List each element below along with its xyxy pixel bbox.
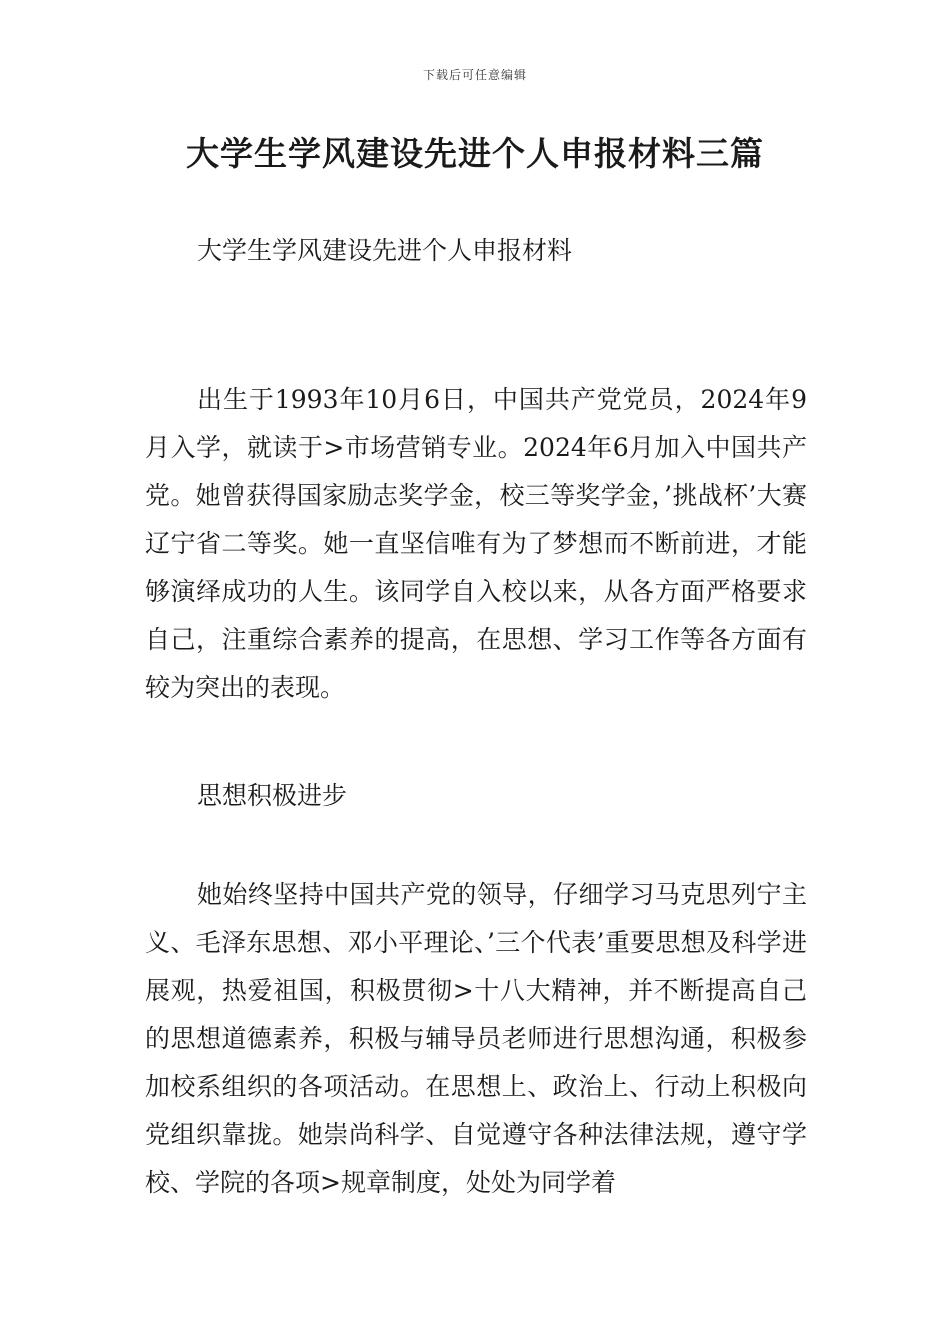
document-title: 大学生学风建设先进个人申报材料三篇 (186, 134, 764, 173)
header-note: 下载后可任意编辑 (422, 68, 527, 82)
paragraph-intro: 出生于1993年10月6日，中国共产党党员，2024年9月入学，就读于>市场营销专业。2024年6月加入中国共产党。她曾获得国家励志奖学金，校三等奖学金，’挑战杯’大赛辽宁省二等奖。她一直坚信唯有为了梦想而不断前进，才能够演绎成功的人生。该同学自入校以来，从各方面严格要求自己，注重综合素养的提高，在思想、学习工作等各方面有较为突出的表现。 (145, 385, 807, 702)
section-heading: 思想积极进步 (197, 781, 348, 810)
subtitle: 大学生学风建设先进个人申报材料 (197, 236, 573, 265)
paragraph-ideology: 她始终坚持中国共产党的领导，仔细学习马克思列宁主义、毛泽东思想、邓小平理论、’三个代表’重要思想及科学进展观，热爱祖国，积极贯彻>十八大精神，并不断提高自己的思想道德素养，积极与辅导员老师进行思想沟通，积极参加校系组织的各项活动。在思想上、政治上、行动上积极向党组织靠拢。她崇尚科学、自觉遵守各种法律法规，遵守学校、学院的各项>规章制度，处处为同学着 (145, 880, 807, 1197)
